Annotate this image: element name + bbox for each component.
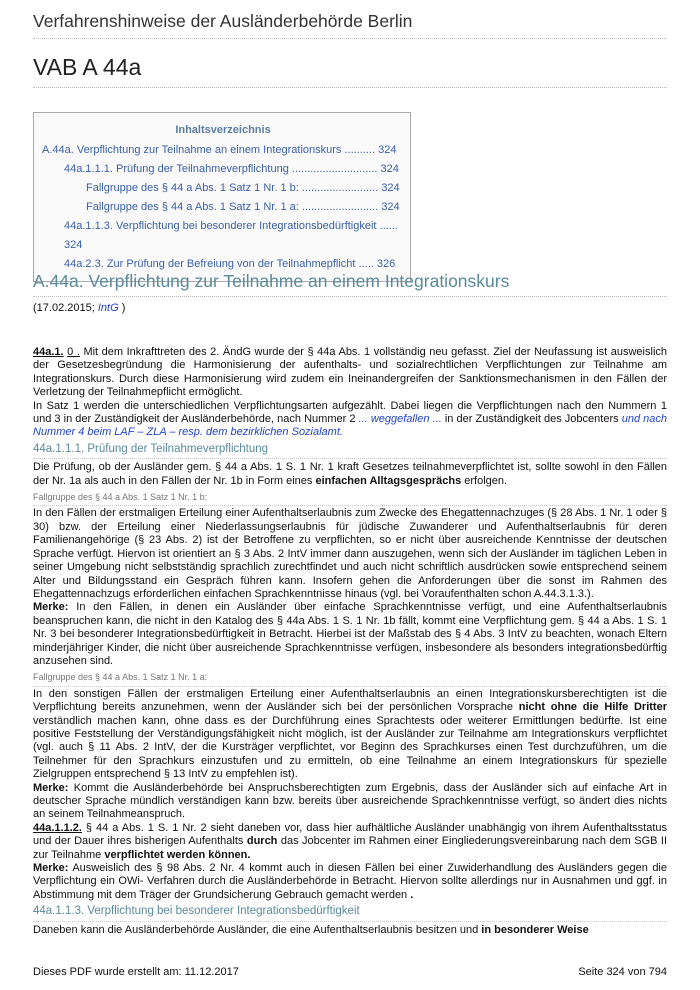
paragraph bbox=[33, 346, 667, 400]
paragraph-text: Mit dem Inkrafttreten des 2. ÄndG wurde der § 44a Abs. 1 vollständig neu gefasst. Ziel der Neufassung ist ausweislich der Gesetzesbegründung die Harmonisierung der aufenthalts- und sozialrechtlichen Verpflichtungen zur Teilnahme am Integrationskurs. Durch diese Harmonisierung wird zudem ein Ineinandergreifen der Sanktionsmechanismen in den Fällen der Verletzung der Teilnahmepflicht ermöglicht. bbox=[33, 346, 667, 399]
bold-text: . bbox=[410, 888, 414, 901]
paragraph-text: erfolgen. bbox=[461, 474, 508, 487]
date-text: (17.02.2015; bbox=[33, 302, 98, 314]
note-label: Merke: bbox=[33, 781, 69, 794]
paragraph-text: Daneben kann die Ausländerbehörde Ausländer, die eine Aufenthaltserlaubnis besitzen und bbox=[33, 923, 482, 936]
paragraph bbox=[33, 601, 667, 668]
subsection-heading: 44a.1.1.3. Verpflichtung bei besonderer Integrationsbedürftigkeit bbox=[33, 905, 667, 921]
case-group-heading: Fallgruppe des § 44 a Abs. 1 Satz 1 Nr. 1 b: bbox=[33, 491, 667, 506]
paragraph-text: In den sonstigen Fällen der erstmaligen Erteilung einer Aufenthaltserlaubnis an einen Integrationskursberechtigten ist die Verpflichtung bereits anzunehmen, wenn der Ausländer sich bei der persönlichen Vorsprache bbox=[33, 687, 667, 714]
paragraph bbox=[33, 924, 667, 937]
page-title: VAB A 44a bbox=[33, 54, 667, 88]
document-body bbox=[33, 346, 667, 937]
toc-entry[interactable]: 44a.1.1.3. Verpflichtung bei besonderer Integrationsbedürftigkeit ...... 324 bbox=[64, 220, 398, 251]
paragraph bbox=[33, 688, 667, 782]
table-of-contents bbox=[33, 112, 411, 282]
bold-text: nicht ohne die Hilfe Dritter bbox=[518, 701, 667, 714]
footer-created-date: Dieses PDF wurde erstellt am: 11.12.2017 bbox=[33, 966, 239, 978]
paragraph-text: § 44 a Abs. 1 S. 1 Nr. 2 sieht daneben vor, dass hier aufhältliche Ausländer unabhängig von ihrem Aufenthaltsstatus und der Dauer ihres bisherigen Aufenthalts bbox=[33, 821, 667, 848]
subsection-heading: 44a.1.1.1. Prüfung der Teilnahmeverpflichtung bbox=[33, 443, 667, 459]
paragraph bbox=[33, 461, 667, 488]
paragraph-text: In den Fällen, in denen ein Ausländer über einfache Sprachkenntnisse verfügt, und eine Aufenthaltserlaubnis beanspruchen kann, die nicht in den Katalog des § 44a Abs. 1 S. 1 Nr. 1b fällt, kommt eine Verpflichtung gem. § 44 a Abs. 1 S. 1 Nr. 3 bei besonderer Integrationsbedürftigkeit in Betracht. Hierbei ist der Maßstab des § 4 Abs. 3 IntV zu beachten, wonach Eltern minderjähriger Kinder, die nicht über ausreichende Sprachkenntnisse verfügen, insbesondere als besonders integrationsbedürftig anzusehen sind. bbox=[33, 601, 667, 667]
page-footer bbox=[33, 966, 667, 978]
paragraph-text: Ausweislich des § 98 Abs. 2 Nr. 4 kommt auch in diesen Fällen bei einer Zuwiderhandlung des Ausländers gegen die Verpflichtung ein OWi- Verfahren durch die Ausländerbehörde in Betracht. Hiervon sollte allerdings nur in Ausnahmen und ggf. in Abstimmung mit dem Träger der Grundsicherung Gebrauch gemacht werden bbox=[33, 862, 667, 901]
paragraph-text: das Jobcenter im Rahmen einer Eingliederungsvereinbarung nach dem SGB II zur Teilnahme bbox=[33, 835, 668, 861]
paragraph-text: Kommt die Ausländerbehörde bei Anspruchsberechtigten zum Ergebnis, dass der Ausländer sich auf einfache Art in deutscher Sprache mündlich verständigen kann bzw. bereits über ausreichende Sprachkenntnisse verfügt, so ändert dies nichts an seinem Teilnahmeanspruch. bbox=[33, 781, 667, 821]
intg-link[interactable]: IntG bbox=[97, 302, 119, 314]
paragraph bbox=[33, 400, 667, 440]
date-end: ) bbox=[118, 302, 126, 314]
paragraph bbox=[33, 782, 667, 822]
note-label: Merke: bbox=[33, 601, 69, 614]
paragraph: In den Fällen der erstmaligen Erteilung einer Aufenthaltserlaubnis zum Zwecke des Ehegattennachzuges (§ 28 Abs. 1 Nr. 1 oder § 30) bzw. der Erteilung einer Niederlassungserlaubnis für jüdische Zuwanderer und Aufenthaltserlaubnis für deren Familienangehörige (§ 23 Abs. 2) ist der Betroffene zu verpflichten, so er nicht über ausreichende Kenntnisse der deutschen Sprache verfügt. Hiervon ist orientiert an § 3 Abs. 2 IntV immer dann auszugehen, wenn sich der Ausländer im täglichen Leben in seiner Umgebung nicht selbstständig sprachlich zurechtfindet und auch nicht schriftlich ausdrücken sowie entsprechend seinem Alter und Bildungsstand ein Gespräch führen kann. Insofern gehen die Anforderungen über die sonst im Rahmen des Ehegattennachzugs erforderlichen einfachen Sprachkenntnisse hinaus (vgl. bei Voraufenthalten schon A.44.3.1.3.). bbox=[33, 507, 667, 600]
note-label: Merke: bbox=[33, 862, 69, 875]
bold-text: durch bbox=[246, 835, 278, 848]
paragraph-number: 44a.1.1.2. bbox=[33, 821, 82, 834]
paragraph-text: verständlich machen kann, ohne dass es der Durchführung eines Sprachtests oder weiterer Ermittlungen bedürfte. Ist eine positive Feststellung der Verständigungsfähigkeit nicht möglich, ist der Ausländer zur Teilnahme am Integrationskurs verpflichtet (vgl. auch § 11 Abs. 2 IntV, der die Kursträger verpflichtet, vor Beginn des Sprachkurses einen Test durchzuführen, um die Teilnehmer für den Sprachkurs einzustufen und zu ermitteln, ob eine Teilnahme an einem Integrationskurs für spezielle Zielgruppen entsprechend § 13 IntV zu empfehlen ist). bbox=[33, 714, 667, 781]
amendment-text: ... weggefallen ... bbox=[358, 413, 442, 426]
toc-entry[interactable]: Fallgruppe des § 44 a Abs. 1 Satz 1 Nr. 1 a: ......................... 324 bbox=[86, 201, 400, 213]
document-header: Verfahrenshinweise der Ausländerbehörde Berlin bbox=[33, 11, 667, 39]
paragraph-text: Die Prüfung, ob der Ausländer gem. § 44 a Abs. 1 S. 1 Nr. 1 kraft Gesetzes teilnahmeverpflichtet ist, sollte sowohl in den Fällen der Nr. 1a als auch in den Fällen der Nr. 1b in Form eines bbox=[33, 461, 667, 487]
bold-text: einfachen Alltagsgesprächs bbox=[315, 474, 462, 487]
paragraph-number: 44a.1. bbox=[33, 346, 64, 358]
paragraph bbox=[33, 862, 667, 902]
footer-page-number: Seite 324 von 794 bbox=[578, 966, 667, 978]
amendment-text: und nach Nummer 4 beim LAF – ZLA – resp. dem bezirklichen Sozialamt. bbox=[33, 413, 667, 439]
toc-entry[interactable]: A.44a. Verpflichtung zur Teilnahme an einem Integrationskurs .......... 324 bbox=[42, 144, 397, 156]
paragraph-text: In Satz 1 werden die unterschiedlichen Verpflichtungsarten aufgezählt. Dabei liegen die Verpflichtungen nach den Nummern 1 und 3 in der Zuständigkeit der Ausländerbehörde, nach Nummer 2 bbox=[33, 399, 667, 426]
case-group-heading: Fallgruppe des § 44 a Abs. 1 Satz 1 Nr. 1 a: bbox=[33, 671, 667, 686]
toc-entry[interactable]: Fallgruppe des § 44 a Abs. 1 Satz 1 Nr. 1 b: ......................... 324 bbox=[86, 182, 400, 194]
paragraph-subnumber: 0 . bbox=[67, 346, 80, 358]
toc-entry[interactable]: 44a.2.3. Zur Prüfung der Befreiung von der Teilnahmepflicht ..... 326 bbox=[64, 258, 396, 270]
section-heading: A.44a. Verpflichtung zur Teilnahme an einem Integrationskurs bbox=[33, 271, 667, 297]
bold-text: in besonderer Weise bbox=[481, 923, 589, 936]
paragraph-text: in der Zuständigkeit des Jobcenters bbox=[441, 413, 622, 426]
paragraph bbox=[33, 822, 667, 862]
toc-entry[interactable]: 44a.1.1.1. Prüfung der Teilnahmeverpflichtung ............................ 324 bbox=[64, 163, 399, 175]
toc-title: Inhaltsverzeichnis bbox=[175, 124, 271, 136]
date-line bbox=[33, 302, 125, 314]
bold-text: verpflichtet werden können. bbox=[104, 848, 251, 861]
